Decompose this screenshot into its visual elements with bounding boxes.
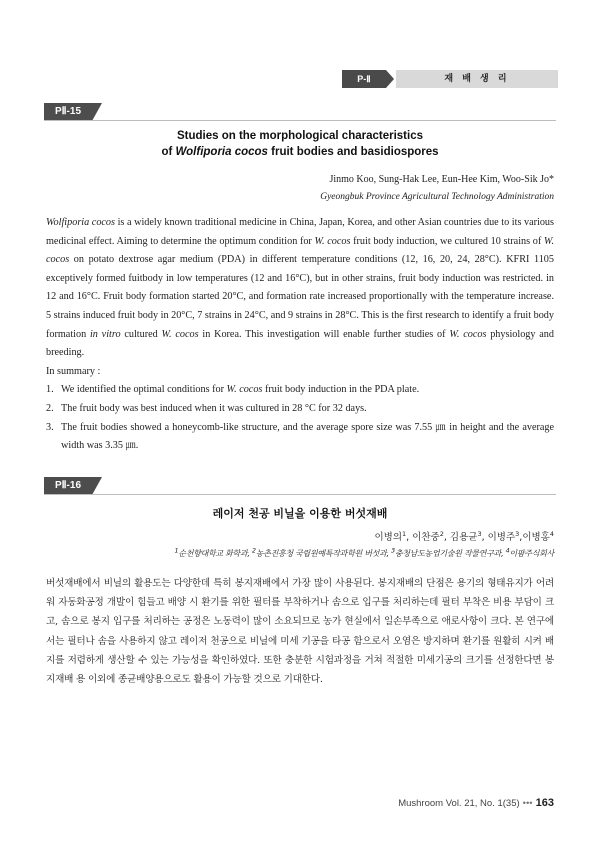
label-tip-icon (92, 477, 102, 495)
list-item: 3. The fruit bodies showed a honeycomb-like structure, and the average spore size was 7.55 ㎛ in height and the average width was 3.35 ㎛. (46, 421, 554, 452)
article2-rule (44, 494, 556, 495)
section-code: P-Ⅱ (342, 70, 386, 88)
section-arrow-icon (386, 70, 394, 88)
article2-authors: 이병의$^1$, 이찬중$^2$, 김용균$^3$, 이병주$^3$,이병홍$^4$ (374, 529, 554, 543)
page-footer (398, 797, 554, 809)
article1-title-line2: of Wolfiporia cocos fruit bodies and basidiospores (161, 146, 439, 158)
article1-title (44, 128, 556, 160)
list-item: 1. We identified the optimal conditions for W. cocos fruit body induction in the PDA plate. (46, 384, 420, 396)
article1-label (44, 103, 100, 121)
running-header (342, 70, 558, 88)
article1-authors: Jinmo Koo, Sung-Hak Lee, Eun-Hee Kim, Woo-Sik Jo* (329, 174, 554, 185)
article1-abstract-paragraph: Wolfiporia cocos is a widely known traditional medicine in China, Japan, Korea, and other Asian countries due to its various medicinal effect. Aiming to determine the optimum condition for W. cocos fruit body induction, we cultured 10 strains of W. cocos on potato dextrose agar medium (PDA) in different temperature conditions (12, 16, 20, 24, 28°C). KFRI 1105 exceptively formed fuitbody in low temperatures (12 and 16°C), but in other strains, fruit body induction was restricted. in 12 and 16°C. Fruit body formation started 20°C, and formation rate increased proportionally with the temperature increase. 5 strains induced fruit body in 20°C, 7 strains in 24°C, and 9 strains in 28°C. This is the first research to identify a fruit body formation in vitro cultured W. cocos in Korea. This investigation will enable further studies of W. cocos physiology and breeding. (46, 217, 555, 359)
list-item: 2. The fruit body was best induced when it was cultured in 28 °C for 32 days. (46, 402, 367, 414)
article2-label-text: PⅡ-16 (44, 477, 92, 495)
article1-affiliation: Gyeongbuk Province Agricultural Technology Administration (320, 192, 554, 202)
summary-list (46, 381, 554, 455)
article2-label (44, 477, 100, 495)
section-name: 재 배 생 리 (396, 70, 558, 88)
summary-heading: In summary : (46, 365, 101, 377)
article1-label-text: PⅡ-15 (44, 103, 92, 121)
article2-title: 레이저 천공 비닐을 이용한 버섯재배 (212, 507, 388, 520)
article1-title-line1: Studies on the morphological characteristics (176, 130, 424, 142)
article2-body: 버섯재배에서 비닐의 활용도는 다양한데 특히 봉지재배에서 가장 많이 사용된다. 봉지재배의 단점은 용기의 형태유지가 어려워 자동화공정 개발이 힘들고 배양 시 환기를 위한 필터를 부착하거나 솜으로 입구를 처리하는데 필터 부착은 비용 부담이 크고, 솜으로 봉지 입구를 처리하는 공정은 노동력이 많이 소요되므로 농가 현실에서 일손부족으로 애로사항이 크다. 본 연구에서는 필터나 솜을 사용하지 않고 레이저 천공으로 비닐에 미세 기공을 타공 함으로서 오염은 방지하며 환기를 원활히 시켜 배지를 저렴하게 생산할 수 있는 가능성을 확인하였다. 또한 충분한 시험과정을 거쳐 적절한 미세기공의 크기를 선정한다면 봉지재배 용 이외에 종균배양용으로도 활용이 가능할 것으로 기대한다. (46, 578, 554, 686)
article1-rule (44, 120, 556, 121)
article1-abstract (46, 214, 554, 456)
journal-citation: Mushroom Vol. 21, No. 1(35) (398, 798, 520, 809)
article2-affiliations: $^1$순천향대학교 화학과, $^2$농촌진흥청 국립원예특작과학원 버섯과, $^3$충청남도농업기술원 작물연구과, $^4$이팜주식회사 (174, 546, 554, 558)
page-number: 163 (535, 797, 554, 809)
label-tip-icon (92, 103, 102, 121)
footer-dots: ••• (522, 798, 533, 809)
